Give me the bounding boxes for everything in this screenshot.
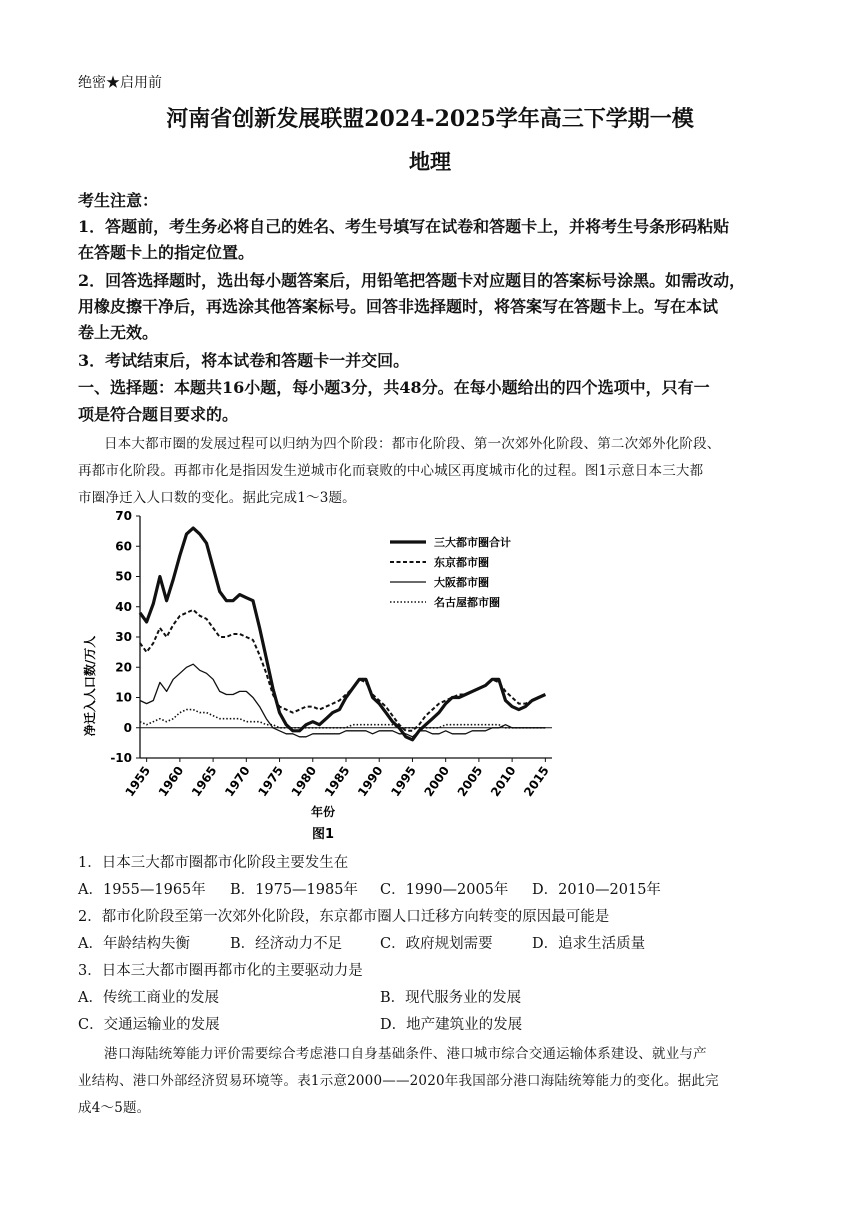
x-tick-label: 1960 [155, 763, 187, 800]
series-line-4 [140, 710, 545, 728]
question-3-option-b[interactable]: B．现代服务业的发展 [380, 990, 522, 1006]
figure-caption: 图1 [311, 827, 335, 842]
x-tick-label: 1985 [321, 763, 353, 800]
y-tick-label: 70 [115, 509, 132, 523]
section-heading-line1: 一、选择题：本题共16小题，每小题3分，共48分。在每小题给出的四个选项中，只有一 [78, 378, 710, 397]
exam-title: 河南省创新发展联盟2024-2025学年高三下学期一模 [166, 106, 694, 132]
y-tick-label: 40 [115, 599, 132, 614]
question-3-stem: 3．日本三大都市圈再都市化的主要驱动力是 [78, 963, 363, 979]
note-line: 1．答题前，考生务必将自己的姓名、考生号填写在试卷和答题卡上，并将考生号条形码粘贴 [78, 217, 730, 236]
passage2-line: 港口海陆统筹能力评价需要综合考虑港口自身基础条件、港口城市综合交通运输体系建设、就业与产 [104, 1046, 707, 1062]
question-1-option-d[interactable]: D．2010—2015年 [532, 882, 661, 898]
legend-label-2: 东京都市圈 [434, 556, 489, 569]
x-tick-label: 1955 [122, 763, 154, 800]
x-tick-label: 1970 [222, 763, 253, 800]
question-2-stem: 2．都市化阶段至第一次郊外化阶段，东京都市圈人口迁移方向转变的原因最可能是 [78, 909, 610, 925]
x-tick-label: 1975 [255, 763, 287, 800]
section-heading-line2: 项是符合题目要求的。 [78, 405, 239, 424]
x-tick-label: 2000 [421, 763, 453, 800]
note-line: 在答题卡上的指定位置。 [78, 243, 255, 262]
question-2-option-c[interactable]: C．政府规划需要 [380, 936, 493, 952]
x-tick-label: 2015 [521, 763, 552, 800]
y-axis-label: 净迁入人口数/万人 [83, 635, 97, 737]
y-tick-label: -10 [110, 751, 132, 765]
passage2-line: 成4～5题。 [78, 1100, 151, 1116]
question-3-option-d[interactable]: D．地产建筑业的发展 [380, 1017, 523, 1033]
subject-title: 地理 [409, 149, 451, 174]
question-3-option-a[interactable]: A．传统工商业的发展 [78, 990, 219, 1006]
x-tick-label: 2005 [454, 763, 486, 800]
legend-label-3: 大阪都市圈 [434, 576, 489, 589]
question-1-option-b[interactable]: B．1975—1985年 [230, 882, 358, 898]
x-axis-label: 年份 [310, 805, 336, 819]
passage1-line: 市圈净迁入人口数的变化。据此完成1～3题。 [78, 490, 356, 506]
y-tick-label: 0 [123, 720, 132, 735]
chart-axes [110, 509, 552, 799]
x-tick-label: 1990 [355, 763, 386, 800]
question-2-option-d[interactable]: D．追求生活质量 [532, 936, 646, 952]
note-line: 卷上无效。 [78, 323, 159, 342]
question-3-option-c[interactable]: C．交通运输业的发展 [78, 1017, 220, 1033]
chart-legend [390, 535, 511, 609]
note-line: 2．回答选择题时，选出每小题答案后，用铅笔把答题卡对应题目的答案标号涂黑。如需改动， [78, 271, 746, 290]
x-tick-label: 2010 [487, 763, 519, 800]
passage1-line: 日本大都市圈的发展过程可以归纳为四个阶段：都市化阶段、第一次郊外化阶段、第二次郊外化阶段、 [104, 436, 721, 452]
legend-label-4: 名古屋都市圈 [434, 596, 500, 609]
y-tick-label: 10 [115, 690, 132, 705]
passage1-line: 再都市化阶段。再都市化是指因发生逆城市化而衰败的中心城区再度城市化的过程。图1示意日本三大都 [78, 463, 704, 479]
y-tick-label: 60 [115, 539, 132, 554]
question-1-option-c[interactable]: C．1990—2005年 [380, 882, 509, 898]
note-line: 3．考试结束后，将本试卷和答题卡一并交回。 [78, 351, 410, 370]
x-tick-label: 1965 [188, 763, 220, 800]
y-tick-label: 50 [115, 569, 132, 584]
question-2-option-a[interactable]: A．年龄结构失衡 [78, 936, 190, 952]
passage2-line: 业结构、港口外部经济贸易环境等。表1示意2000——2020年我国部分港口海陆统筹能力的变化。据此完 [78, 1073, 719, 1089]
x-tick-label: 1995 [388, 763, 419, 800]
question-1-stem: 1．日本三大都市圈都市化阶段主要发生在 [78, 855, 349, 871]
legend-label-1: 三大都市圈合计 [434, 536, 511, 549]
y-tick-label: 20 [115, 660, 132, 675]
notes-heading: 考生注意： [78, 191, 159, 210]
note-line: 用橡皮擦干净后，再选涂其他答案标号。回答非选择题时，将答案写在答题卡上。写在本试 [78, 297, 719, 316]
x-tick-label: 1980 [288, 763, 320, 800]
figure-1-chart [78, 506, 568, 846]
secret-mark: 绝密★启用前 [78, 75, 162, 91]
y-tick-label: 30 [115, 630, 132, 644]
question-1-option-a[interactable]: A．1955—1965年 [78, 882, 206, 898]
question-2-option-b[interactable]: B．经济动力不足 [230, 936, 343, 952]
